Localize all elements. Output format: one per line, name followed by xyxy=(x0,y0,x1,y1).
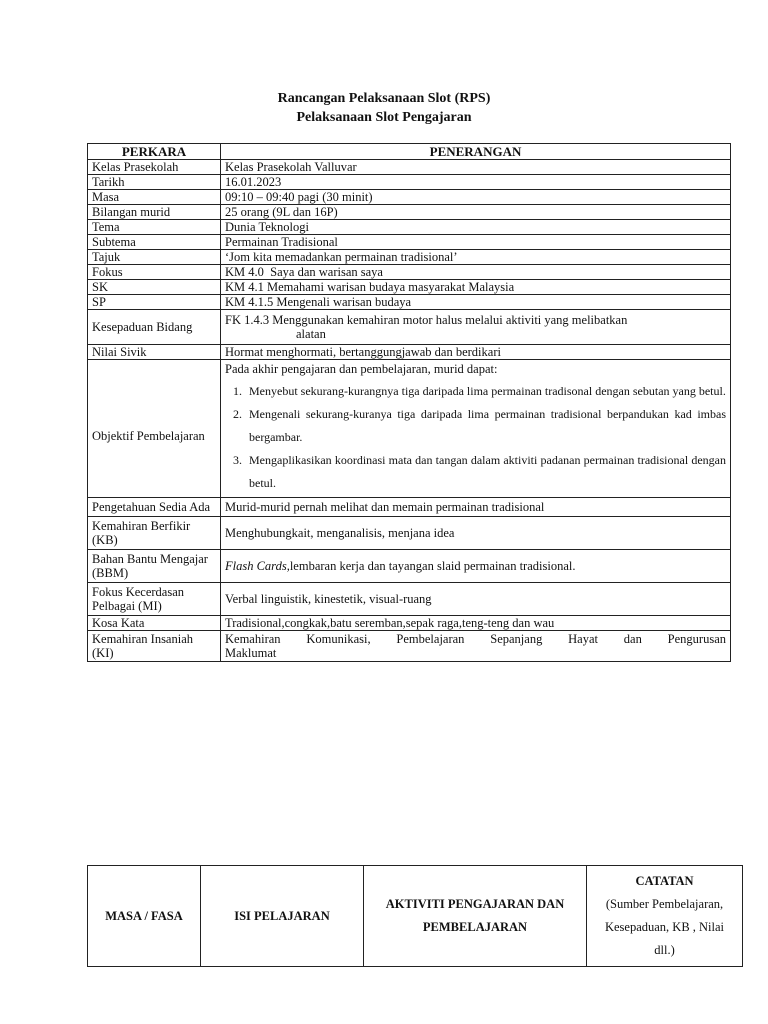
table-row xyxy=(88,498,731,517)
row-label: Kemahiran Berfikir (KB) xyxy=(88,517,221,550)
row-label: Bilangan murid xyxy=(88,205,221,220)
row-label: Kelas Prasekolah xyxy=(88,160,221,175)
row-label: Masa xyxy=(88,190,221,205)
document-header xyxy=(0,89,768,127)
row-value: Permainan Tradisional xyxy=(221,235,731,250)
row-value-line2: Maklumat xyxy=(225,646,277,660)
table-row xyxy=(88,517,731,550)
table-row xyxy=(88,250,731,265)
row-label: Kesepaduan Bidang xyxy=(88,310,221,345)
row-value: KM 4.0 Saya dan warisan saya xyxy=(221,265,731,280)
col-isi-pelajaran: ISI PELAJARAN xyxy=(201,866,364,967)
col-catatan-title: CATATAN xyxy=(635,874,694,888)
table-row xyxy=(88,631,731,662)
row-value: Kelas Prasekolah Valluvar xyxy=(221,160,731,175)
row-value: Hormat menghormati, bertanggungjawab dan berdikari xyxy=(221,345,731,360)
row-label: Pengetahuan Sedia Ada xyxy=(88,498,221,517)
col-catatan xyxy=(587,866,743,967)
row-value: Dunia Teknologi xyxy=(221,220,731,235)
objective-item: 1. Menyebut sekurang-kurangnya tiga daripada lima permainan tradisonal dengan sebutan yang betul. xyxy=(245,380,726,403)
objectives-list xyxy=(225,380,726,495)
header-perkara: PERKARA xyxy=(88,144,221,160)
table-row xyxy=(88,190,731,205)
row-label: Fokus Kecerdasan Pelbagai (MI) xyxy=(88,583,221,616)
table-row xyxy=(88,310,731,345)
activity-header-row xyxy=(88,866,743,967)
row-label: Kosa Kata xyxy=(88,616,221,631)
table-row xyxy=(88,345,731,360)
row-label: Objektif Pembelajaran xyxy=(88,360,221,498)
row-label: SK xyxy=(88,280,221,295)
row-value-line1: Kemahiran Komunikasi, Pembelajaran Sepanjang Hayat dan Pengurusan xyxy=(225,632,726,646)
document-subtitle: Pelaksanaan Slot Pengajaran xyxy=(296,110,472,125)
rps-info-table xyxy=(87,143,731,662)
row-label: Nilai Sivik xyxy=(88,345,221,360)
header-penerangan: PENERANGAN xyxy=(221,144,731,160)
row-value: Verbal linguistik, kinestetik, visual-ruang xyxy=(221,583,731,616)
row-label: Bahan Bantu Mengajar (BBM) xyxy=(88,550,221,583)
objective-item: 2. Mengenali sekurang-kuranya tiga daripada lima permainan tradisional berpandukan kad imbas bergambar. xyxy=(245,403,726,449)
row-value: 25 orang (9L dan 16P) xyxy=(221,205,731,220)
row-label: Tema xyxy=(88,220,221,235)
objective-item: 3. Mengaplikasikan koordinasi mata dan tangan dalam aktiviti padanan permainan tradisional dengan betul. xyxy=(245,449,726,495)
bbm-italic: Flash Cards, xyxy=(225,559,290,573)
row-value: Murid-murid pernah melihat dan memain permainan tradisional xyxy=(221,498,731,517)
row-value xyxy=(221,550,731,583)
table-row-objectives xyxy=(88,360,731,498)
table-row xyxy=(88,280,731,295)
table-row xyxy=(88,160,731,175)
col-catatan-line1: (Sumber Pembelajaran, xyxy=(605,897,724,911)
col-aktiviti-line2: PEMBELAJARAN xyxy=(422,920,528,934)
table-row xyxy=(88,220,731,235)
row-value-line2: alatan xyxy=(296,327,326,341)
row-label: Subtema xyxy=(88,235,221,250)
row-label: Kemahiran Insaniah (KI) xyxy=(88,631,221,662)
row-label: SP xyxy=(88,295,221,310)
col-catatan-line3: dll.) xyxy=(654,943,675,957)
activity-table-header xyxy=(87,865,743,967)
table-row xyxy=(88,205,731,220)
row-value: KM 4.1.5 Mengenali warisan budaya xyxy=(221,295,731,310)
row-label: Tarikh xyxy=(88,175,221,190)
row-value xyxy=(221,310,731,345)
table-row xyxy=(88,616,731,631)
table-row xyxy=(88,175,731,190)
col-catatan-line2: Kesepaduan, KB , Nilai xyxy=(604,920,725,934)
row-label: Tajuk xyxy=(88,250,221,265)
table-row xyxy=(88,235,731,250)
document-title: Rancangan Pelaksanaan Slot (RPS) xyxy=(277,91,491,106)
row-value: KM 4.1 Memahami warisan budaya masyarakat Malaysia xyxy=(221,280,731,295)
col-masa-fasa: MASA / FASA xyxy=(88,866,201,967)
row-value: Tradisional,congkak,batu seremban,sepak raga,teng-teng dan wau xyxy=(221,616,731,631)
row-value-line1: FK 1.4.3 Menggunakan kemahiran motor halus melalui aktiviti yang melibatkan xyxy=(225,313,628,327)
row-label: Fokus xyxy=(88,265,221,280)
bbm-rest: lembaran kerja dan tayangan slaid permainan tradisional. xyxy=(289,559,576,573)
objectives-cell xyxy=(221,360,731,498)
row-value: 16.01.2023 xyxy=(221,175,731,190)
row-value xyxy=(221,631,731,662)
col-aktiviti-line1: AKTIVITI PENGAJARAN DAN xyxy=(385,897,565,911)
table-row xyxy=(88,550,731,583)
row-value: Menghubungkait, menganalisis, menjana idea xyxy=(221,517,731,550)
table-header-row xyxy=(88,144,731,160)
table-row xyxy=(88,265,731,280)
objectives-intro: Pada akhir pengajaran dan pembelajaran, murid dapat: xyxy=(225,362,498,376)
row-value: ‘Jom kita memadankan permainan tradisional’ xyxy=(221,250,731,265)
row-value: 09:10 – 09:40 pagi (30 minit) xyxy=(221,190,731,205)
table-row xyxy=(88,583,731,616)
col-aktiviti xyxy=(364,866,587,967)
table-row xyxy=(88,295,731,310)
